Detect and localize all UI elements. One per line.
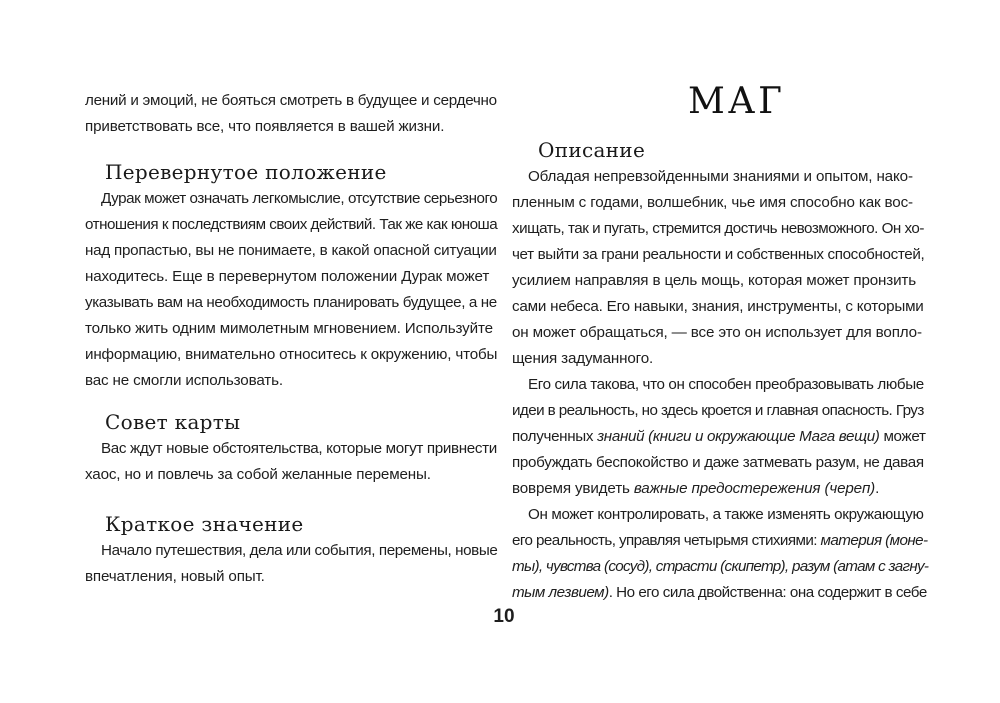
text-line: Вас ждут новые обстоятельства, которые могут привнести [101, 440, 497, 457]
text-line [512, 480, 879, 498]
text-run: его реальность, управляя четырьмя стихиями: [512, 532, 821, 549]
text-line: вас не смогли использовать. [85, 372, 283, 389]
text-line: Он может контролировать, а также изменять окружающую [528, 506, 924, 523]
text-line: только жить одним мимолетным мгновением. Используйте [85, 320, 493, 337]
text-line [512, 428, 926, 446]
page-number: 10 [493, 606, 515, 627]
card-title: МАГ [688, 81, 785, 122]
section-heading-reversed: Перевернутое положение [105, 160, 387, 184]
italic-text-run: ты), чувства (сосуд), страсти (скипетр), разум (атам с загну- [512, 558, 929, 575]
text-line: хаос, но и повлечь за собой желанные перемены. [85, 466, 431, 483]
text-line: указывать вам на необходимость планировать будущее, а не [85, 294, 497, 311]
text-line [512, 584, 927, 602]
text-line: он может обращаться, — все это он использует для вопло- [512, 324, 922, 341]
text-line [512, 532, 927, 550]
text-line: лений и эмоций, не бояться смотреть в будущее и сердечно [85, 92, 497, 109]
text-line: чет выйти за грани реальности и собственных способностей, [512, 246, 925, 263]
text-line: пробуждать беспокойство и даже затмевать разум, не давая [512, 454, 924, 471]
text-line: над пропастью, вы не понимаете, в какой опасной ситуации [85, 242, 497, 259]
text-line: отношения к последствиям своих действий. Так же как юноша [85, 216, 498, 233]
text-line: находитесь. Еще в перевернутом положении Дурак может [85, 268, 490, 285]
text-line: щения задуманного. [512, 350, 654, 367]
text-line: впечатления, новый опыт. [85, 568, 265, 585]
italic-text-run: знаний (книги и окружающие Мага вещи) [597, 428, 880, 445]
section-heading-advice: Совет карты [105, 410, 241, 434]
italic-text-run: тым лезвием) [512, 584, 609, 601]
text-line: Начало путешествия, дела или события, перемены, новые [101, 542, 498, 559]
text-run: полученных [512, 428, 598, 445]
text-run: . Но его сила двойственна: она содержит в себе [608, 584, 927, 601]
text-line: хищать, так и пугать, стремится достичь невозможного. Он хо- [512, 220, 924, 237]
section-heading-description: Описание [538, 138, 646, 162]
text-line [512, 558, 928, 576]
text-line: сами небеса. Его навыки, знания, инструменты, с которыми [512, 298, 924, 315]
text-run: может [879, 428, 926, 445]
text-line: идеи в реальность, но здесь кроется и главная опасность. Груз [512, 402, 924, 419]
text-line: информацию, внимательно относитесь к окружению, чтобы [85, 346, 498, 363]
text-line: Дурак может означать легкомыслие, отсутствие серьезного [101, 190, 498, 207]
text-line: Обладая непревзойденными знаниями и опытом, нако- [528, 168, 913, 185]
text-line: Его сила такова, что он способен преобразовывать любые [528, 376, 924, 393]
text-line: усилием направляя в цель мощь, которая может пронзить [512, 272, 917, 289]
italic-text-run: важные предостережения (череп) [633, 480, 876, 497]
italic-text-run: материя (моне- [820, 532, 928, 549]
text-line: приветствовать все, что появляется в вашей жизни. [85, 118, 445, 135]
text-run: . [875, 480, 880, 497]
text-line: пленным с годами, волшебник, чье имя способно как вос- [512, 194, 913, 211]
section-heading-summary: Краткое значение [105, 512, 304, 536]
text-run: вовремя увидеть [512, 480, 634, 497]
